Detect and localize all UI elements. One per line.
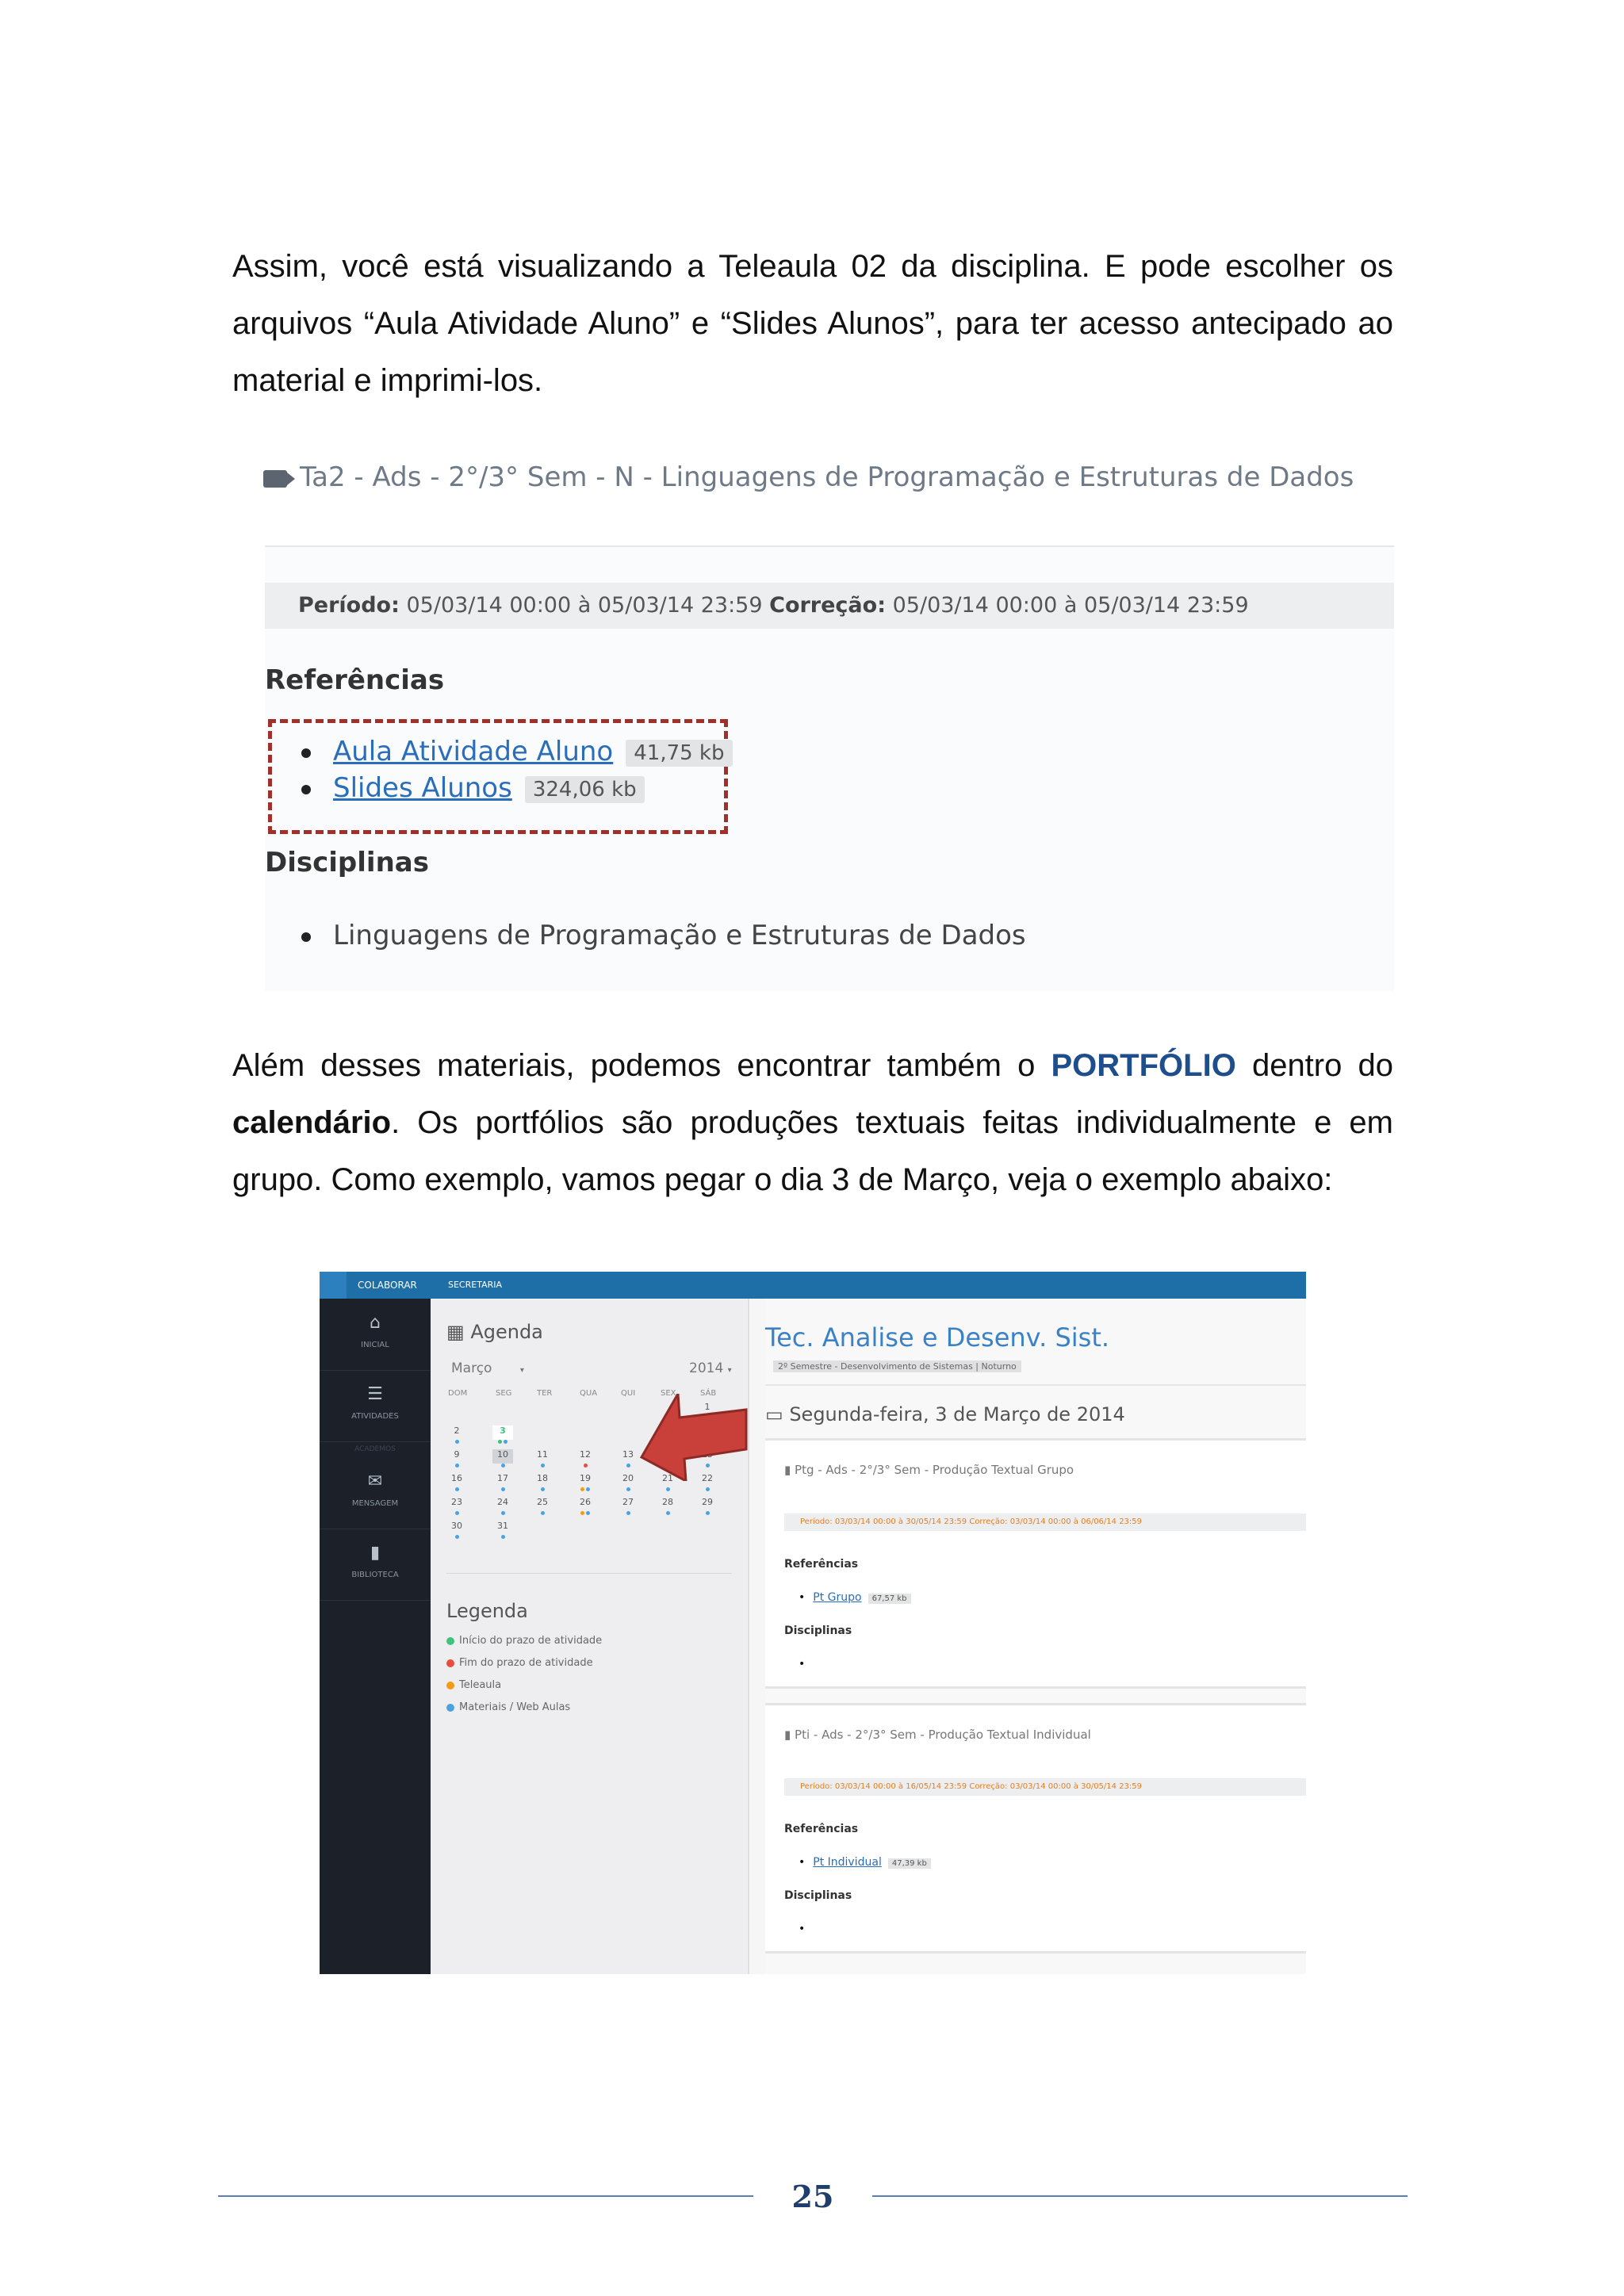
- year-select[interactable]: 2014 ▾: [689, 1360, 732, 1376]
- calendar-day[interactable]: 26: [575, 1497, 596, 1511]
- selected-date: ▭ Segunda-feira, 3 de Março de 2014: [765, 1403, 1125, 1425]
- card-reference-item: • Pt Grupo 67,57 kb: [799, 1591, 911, 1604]
- dow-label: DOM: [448, 1389, 468, 1398]
- dow-label: QUI: [621, 1389, 636, 1398]
- calendar-day[interactable]: 9: [446, 1449, 467, 1464]
- calendar-day[interactable]: 10: [492, 1449, 513, 1464]
- dow-label: SEG: [496, 1389, 512, 1398]
- page-number: 25: [791, 2179, 834, 2214]
- calendar-day[interactable]: 30: [446, 1521, 467, 1535]
- agenda-panel: [431, 1299, 749, 1974]
- calendar-day[interactable]: 2: [446, 1425, 467, 1440]
- calendar-icon: ▦: [446, 1321, 471, 1343]
- slides-alunos-link[interactable]: Slides Alunos: [333, 772, 512, 804]
- calendar-screenshot: [320, 1272, 1306, 1974]
- calendar-icon: ▭: [765, 1403, 790, 1425]
- calendar-day[interactable]: 19: [575, 1473, 596, 1487]
- calendar-day[interactable]: 31: [492, 1521, 513, 1535]
- dow-label: SÁB: [700, 1389, 717, 1398]
- dow-label: QUA: [580, 1389, 598, 1398]
- legend-item: Materiais / Web Aulas: [446, 1701, 570, 1713]
- card-references-heading: Referências: [784, 1823, 859, 1835]
- calendar-day[interactable]: 16: [446, 1473, 467, 1487]
- pt-individual-link[interactable]: Pt Individual: [813, 1856, 882, 1869]
- green-dot-icon: [446, 1637, 454, 1645]
- dow-label: SEX: [661, 1389, 676, 1398]
- calendar-day[interactable]: 20: [618, 1473, 638, 1487]
- bullet: [301, 785, 311, 794]
- sidebar-item-atividades[interactable]: ☰ ATIVIDADES: [320, 1370, 431, 1442]
- calendar-day[interactable]: 1: [697, 1402, 718, 1416]
- calendar-day[interactable]: 28: [657, 1497, 678, 1511]
- card-bullet: •: [799, 1923, 806, 1935]
- card-references-heading: Referências: [784, 1558, 859, 1571]
- discipline-item: Linguagens de Programação e Estruturas de Dados: [301, 920, 1026, 951]
- dow-label: TER: [537, 1389, 553, 1398]
- sidebar-item-mensagem[interactable]: ✉ MENSAGEM: [320, 1457, 431, 1529]
- card-period: Período: 03/03/14 00:00 à 16/05/14 23:59 Correção: 03/03/14 00:00 à 30/05/14 23:59: [784, 1778, 1306, 1796]
- card-period: Período: 03/03/14 00:00 à 30/05/14 23:59 Correção: 03/03/14 00:00 à 06/06/14 23:59: [784, 1513, 1306, 1531]
- sidebar: [320, 1299, 431, 1974]
- menu-icon[interactable]: [320, 1272, 347, 1299]
- portfolio-paragraph: Além desses materiais, podemos encontrar também o PORTFÓLIO dentro do calendário. Os portfólios são produções textuais feitas individualmente e em grupo. Como exemplo, vamos pegar o dia 3 de Março, veja o exemplo abaixo:: [232, 1048, 1393, 1197]
- teleaula-screenshot: [254, 444, 1396, 999]
- card-disciplines-heading: Disciplinas: [784, 1889, 852, 1902]
- file-size-badge: 41,75 kb: [626, 740, 732, 767]
- legend-item: Teleaula: [446, 1679, 501, 1691]
- card-title: ▮ Pti - Ads - 2°/3° Sem - Produção Textual Individual: [784, 1728, 1091, 1742]
- bullet: [301, 932, 311, 942]
- calendar-day[interactable]: 22: [697, 1473, 718, 1487]
- calendar-day[interactable]: 11: [532, 1449, 553, 1464]
- list-icon: ☰: [367, 1384, 383, 1404]
- calendar-day[interactable]: 12: [575, 1449, 596, 1464]
- course-title: Tec. Analise e Desenv. Sist.: [765, 1322, 1110, 1353]
- sidebar-item-biblioteca[interactable]: ▮ BIBLIOTECA: [320, 1529, 431, 1601]
- calendar-day[interactable]: 24: [492, 1497, 513, 1511]
- divider: [765, 1384, 1306, 1386]
- references-heading: Referências: [265, 664, 445, 696]
- video-camera-icon: [263, 470, 287, 488]
- pt-grupo-link[interactable]: Pt Grupo: [813, 1591, 862, 1604]
- secretaria-tab[interactable]: SECRETARIA: [448, 1280, 503, 1290]
- bullet: [301, 748, 311, 758]
- intro-paragraph: Assim, você está visualizando a Teleaula 02 da disciplina. E pode escolher os arquivos “Aula Atividade Aluno” e “Slides Alunos”, para ter acesso antecipado ao material e imprimi-los.: [232, 249, 1393, 398]
- footer-line-right: [872, 2195, 1408, 2197]
- red-dot-icon: [446, 1659, 454, 1667]
- red-arrow-pointer: [638, 1394, 749, 1481]
- orange-dot-icon: [446, 1682, 454, 1689]
- reference-item: [301, 772, 645, 804]
- divider: [446, 1573, 732, 1574]
- legend-item: Início do prazo de atividade: [446, 1635, 602, 1647]
- calendar-day[interactable]: 21: [657, 1473, 678, 1487]
- sidebar-divider: ACADEMOS: [354, 1445, 396, 1453]
- course-subtitle-badge: 2º Semestre - Desenvolvimento de Sistemas | Noturno: [773, 1360, 1021, 1372]
- briefcase-icon: ▮: [784, 1463, 795, 1477]
- agenda-title: ▦ Agenda: [446, 1321, 543, 1343]
- card-title: ▮ Ptg - Ads - 2°/3° Sem - Produção Textual Grupo: [784, 1463, 1074, 1477]
- aula-atividade-aluno-link[interactable]: Aula Atividade Aluno: [333, 736, 614, 767]
- envelope-icon: ✉: [367, 1471, 383, 1491]
- month-select[interactable]: Março ▾: [451, 1360, 524, 1376]
- file-size-badge: 324,06 kb: [525, 776, 645, 803]
- blue-dot-icon: [446, 1704, 454, 1712]
- card-reference-item: • Pt Individual 47,39 kb: [799, 1856, 931, 1869]
- portfolio-card-group: [765, 1438, 1306, 1689]
- home-icon: ⌂: [370, 1313, 381, 1333]
- calendar-day[interactable]: 18: [532, 1473, 553, 1487]
- teleaula-title: Ta2 - Ads - 2°/3° Sem - N - Linguagens de Programação e Estruturas de Dados: [263, 461, 1354, 493]
- book-icon: ▮: [370, 1543, 381, 1563]
- calendar-day[interactable]: 23: [446, 1497, 467, 1511]
- card-bullet: •: [799, 1658, 806, 1670]
- main-panel: [765, 1299, 1306, 1974]
- portfolio-card-individual: [765, 1703, 1306, 1954]
- card-disciplines-heading: Disciplinas: [784, 1624, 852, 1637]
- briefcase-icon: ▮: [784, 1728, 795, 1742]
- calendar-day[interactable]: 27: [618, 1497, 638, 1511]
- calendar-day[interactable]: 17: [492, 1473, 513, 1487]
- calendar-day-selected[interactable]: 3: [492, 1425, 513, 1440]
- colaborar-tab[interactable]: COLABORAR: [358, 1280, 417, 1291]
- top-bar: [320, 1272, 1306, 1299]
- calendar-day[interactable]: 25: [532, 1497, 553, 1511]
- period-bar: Período: 05/03/14 00:00 à 05/03/14 23:59 Correção: 05/03/14 00:00 à 05/03/14 23:59: [265, 583, 1394, 629]
- legend-item: Fim do prazo de atividade: [446, 1657, 593, 1669]
- calendar-day[interactable]: 13: [618, 1449, 638, 1464]
- footer-line-left: [218, 2195, 753, 2197]
- calendar-day[interactable]: 29: [697, 1497, 718, 1511]
- disciplines-heading: Disciplinas: [265, 847, 429, 878]
- reference-item: [301, 736, 733, 767]
- legend-title: Legenda: [446, 1600, 528, 1622]
- sidebar-item-inicial[interactable]: ⌂ INICIAL: [320, 1299, 431, 1371]
